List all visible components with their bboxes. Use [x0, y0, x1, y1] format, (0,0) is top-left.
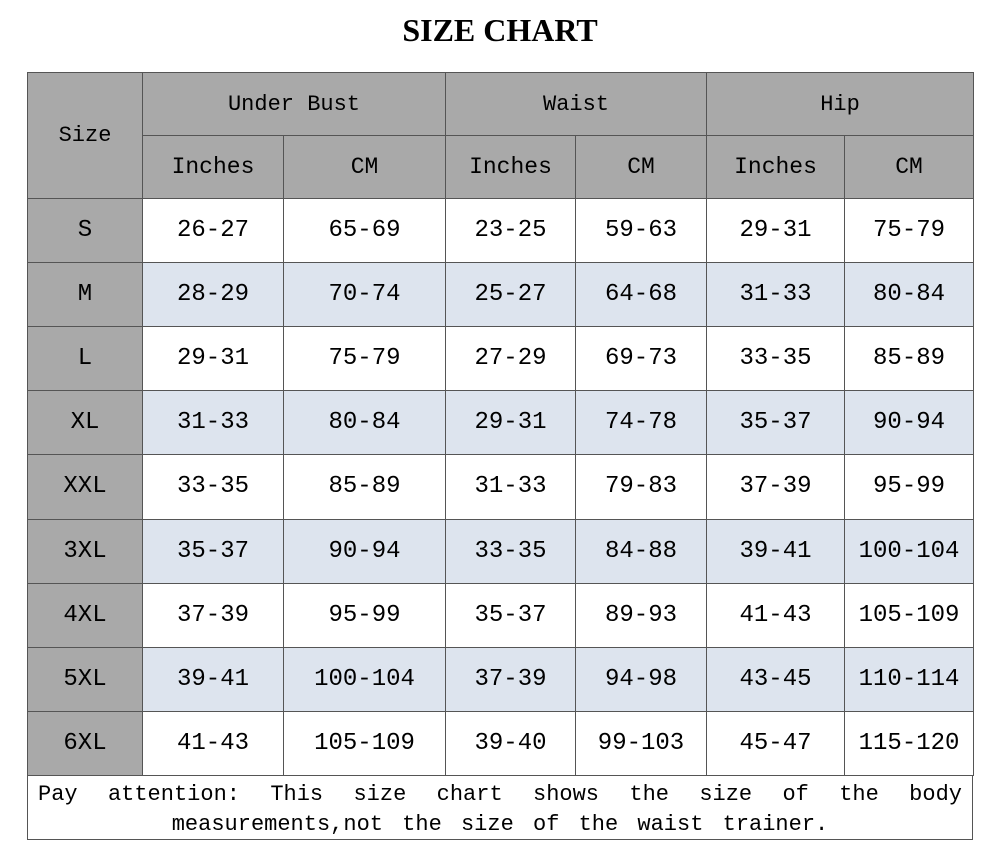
measurement-cell: 41-43 [707, 583, 845, 647]
measurement-cell: 39-41 [143, 647, 284, 711]
measurement-cell: 85-89 [284, 455, 446, 519]
size-label: 4XL [28, 583, 143, 647]
size-label: L [28, 327, 143, 391]
measurement-cell: 79-83 [576, 455, 707, 519]
table-row [28, 199, 974, 263]
measurement-cell: 29-31 [446, 391, 576, 455]
measurement-cell: 31-33 [707, 263, 845, 327]
measurement-cell: 105-109 [845, 583, 974, 647]
measurement-cell: 75-79 [845, 199, 974, 263]
measurement-cell: 65-69 [284, 199, 446, 263]
size-label: S [28, 199, 143, 263]
measurement-cell: 69-73 [576, 327, 707, 391]
measurement-cell: 90-94 [845, 391, 974, 455]
measurement-cell: 41-43 [143, 711, 284, 775]
measurement-cell: 75-79 [284, 327, 446, 391]
table-row [28, 583, 974, 647]
measurement-cell: 95-99 [845, 455, 974, 519]
table-row [28, 263, 974, 327]
size-label: XL [28, 391, 143, 455]
header-unit: Inches [143, 136, 284, 199]
measurement-cell: 37-39 [143, 583, 284, 647]
size-label: 3XL [28, 519, 143, 583]
size-label: 6XL [28, 711, 143, 775]
header-group-hip: Hip [707, 73, 974, 136]
table-row [28, 647, 974, 711]
measurement-cell: 31-33 [143, 391, 284, 455]
measurement-cell: 80-84 [845, 263, 974, 327]
measurement-cell: 80-84 [284, 391, 446, 455]
measurement-cell: 94-98 [576, 647, 707, 711]
measurement-cell: 90-94 [284, 519, 446, 583]
measurement-cell: 23-25 [446, 199, 576, 263]
measurement-cell: 33-35 [446, 519, 576, 583]
measurement-cell: 59-63 [576, 199, 707, 263]
measurement-cell: 37-39 [707, 455, 845, 519]
measurement-cell: 27-29 [446, 327, 576, 391]
measurement-cell: 99-103 [576, 711, 707, 775]
header-row-units [28, 136, 974, 199]
measurement-cell: 89-93 [576, 583, 707, 647]
measurement-cell: 43-45 [707, 647, 845, 711]
size-label: 5XL [28, 647, 143, 711]
measurement-cell: 64-68 [576, 263, 707, 327]
measurement-cell: 37-39 [446, 647, 576, 711]
note-line-2: measurements,not the size of the waist trainer. [171, 812, 829, 837]
measurement-cell: 26-27 [143, 199, 284, 263]
table-row [28, 327, 974, 391]
measurement-cell: 95-99 [284, 583, 446, 647]
header-unit: CM [284, 136, 446, 199]
table-row [28, 391, 974, 455]
measurement-cell: 45-47 [707, 711, 845, 775]
table-row [28, 711, 974, 775]
measurement-cell: 25-27 [446, 263, 576, 327]
chart-title: SIZE CHART [402, 12, 598, 48]
measurement-cell: 39-41 [707, 519, 845, 583]
measurement-cell: 39-40 [446, 711, 576, 775]
measurement-cell: 33-35 [707, 327, 845, 391]
measurement-cell: 35-37 [707, 391, 845, 455]
measurement-cell: 85-89 [845, 327, 974, 391]
measurement-cell: 33-35 [143, 455, 284, 519]
header-size: Size [28, 73, 143, 199]
measurement-cell: 100-104 [845, 519, 974, 583]
header-unit: Inches [446, 136, 576, 199]
measurement-cell: 105-109 [284, 711, 446, 775]
measurement-cell: 28-29 [143, 263, 284, 327]
measurement-cell: 84-88 [576, 519, 707, 583]
size-label: XXL [28, 455, 143, 519]
header-group-under-bust: Under Bust [143, 73, 446, 136]
table-row [28, 519, 974, 583]
table-row [28, 455, 974, 519]
measurement-cell: 110-114 [845, 647, 974, 711]
measurement-cell: 100-104 [284, 647, 446, 711]
header-unit: CM [845, 136, 974, 199]
measurement-cell: 74-78 [576, 391, 707, 455]
measurement-cell: 29-31 [707, 199, 845, 263]
measurement-cell: 31-33 [446, 455, 576, 519]
measurement-cell: 35-37 [446, 583, 576, 647]
header-row-groups [28, 73, 974, 136]
note-line-1: Pay attention: This size chart shows the size of the body [38, 782, 962, 807]
header-group-waist: Waist [446, 73, 707, 136]
header-unit: CM [576, 136, 707, 199]
measurement-cell: 70-74 [284, 263, 446, 327]
measurement-cell: 35-37 [143, 519, 284, 583]
size-chart-table [27, 72, 974, 776]
table-body [28, 199, 974, 776]
size-label: M [28, 263, 143, 327]
measurement-cell: 115-120 [845, 711, 974, 775]
measurement-cell: 29-31 [143, 327, 284, 391]
header-unit: Inches [707, 136, 845, 199]
attention-note [27, 776, 973, 840]
